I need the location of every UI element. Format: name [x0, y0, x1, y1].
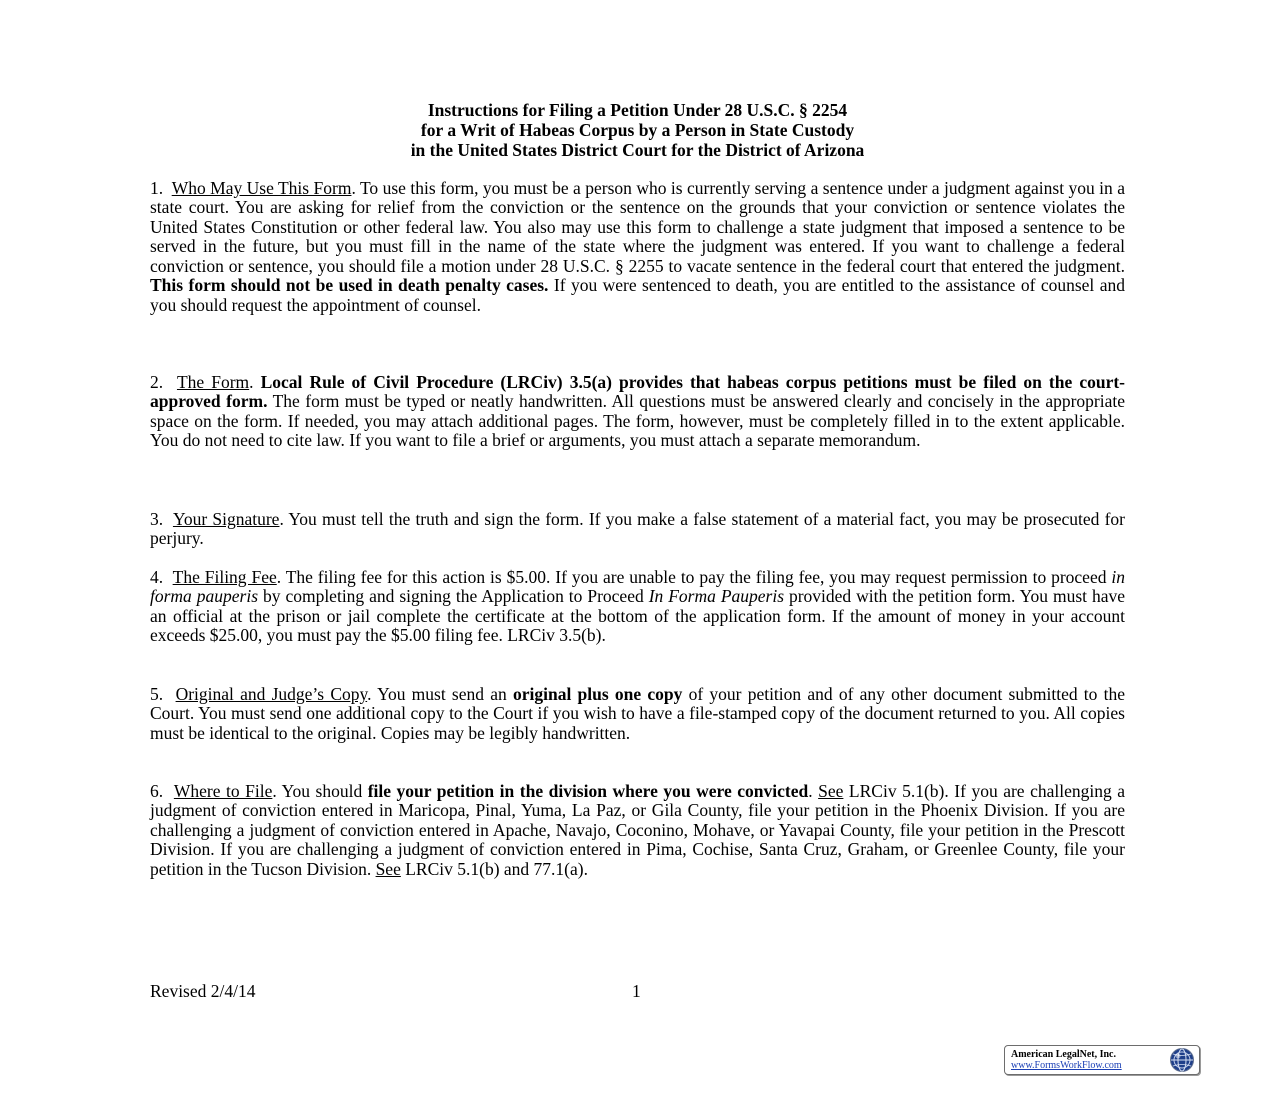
see-reference: See [818, 781, 844, 801]
section-filing-fee [150, 568, 1125, 646]
section-heading: Your Signature [172, 509, 280, 529]
section-text: . You must send an [367, 684, 513, 704]
section-number: 1. [150, 178, 164, 198]
section-italic: in forma pauperis [150, 567, 1126, 607]
title-line-2: for a Writ of Habeas Corpus by a Person in State Custody [420, 120, 855, 140]
section-text: . The filing fee for this action is $5.00. If you are unable to pay the filing fee, you may request permission to proceed [276, 567, 1112, 587]
section-number: 6. [150, 781, 164, 801]
section-emphasis: original plus one copy [512, 684, 683, 704]
page-number: 1 [632, 981, 641, 1001]
section-your-signature [150, 510, 1125, 549]
section-emphasis: Local Rule of Civil Procedure (LRCiv) 3.5(a) provides that habeas corpus petitions must be filed on the court-approved form. [150, 372, 1125, 412]
section-number: 3. [150, 509, 164, 529]
section-heading: Where to File [173, 781, 273, 801]
section-number: 4. [150, 567, 164, 587]
section-text: . You must tell the truth and sign the form. If you make a false statement of a material fact, you may be prosecuted for perjury. [150, 509, 1125, 549]
section-heading: Original and Judge’s Copy [175, 684, 368, 704]
section-number: 5. [150, 684, 164, 704]
document-title [150, 100, 1125, 160]
section-heading: The Filing Fee [172, 567, 277, 587]
section-text: If you were sentenced to death, you are entitled to the assistance of counsel and you should request the appointment of counsel. [150, 275, 1125, 315]
section-original-copy [150, 685, 1125, 743]
title-line-1: Instructions for Filing a Petition Under 28 U.S.C. § 2254 [427, 100, 848, 120]
see-reference: See [375, 858, 401, 879]
section-text: of your petition and of any other document submitted to the Court. You must send one additional copy to the Court if you wish to have a file-stamped copy of the document returned to you. All copies must be identical to the original. Copies may be legibly handwritten. [150, 684, 1126, 743]
title-line-3: in the United States District Court for the District of Arizona [410, 140, 865, 160]
logo-url-link[interactable]: www.FormsWorkFlow.com [1011, 1060, 1122, 1071]
section-text: The form must be typed or neatly handwritten. All questions must be answered clearly and concisely in the appropriate space on the form. If needed, you may attach additional pages. The form, however, must be completely filled in to the extent applicable. You do not need to cite law. If you want to file a brief or arguments, you must attach a separate memorandum. [150, 391, 1126, 451]
section-text: . [808, 781, 819, 801]
globe-icon [1169, 1047, 1195, 1073]
section-the-form [150, 373, 1125, 451]
section-emphasis: file your petition in the division where you were convicted [367, 781, 809, 801]
section-text: by completing and signing the Application to Proceed [258, 586, 649, 607]
section-heading: Who May Use This Form [171, 178, 352, 198]
section-emphasis: This form should not be used in death penalty cases. [150, 275, 549, 296]
section-text: . To use this form, you must be a person who is currently serving a sentence under a judgment against you in a state court. You are asking for relief from the conviction or the sentence on the grounds that your conviction or sentence violates the United States Constitution or other federal law. You also may use this form to challenge a state judgment that imposed a sentence to be served in the future, but you must fill in the name of the state where the judgment was entered. If you want to challenge a federal conviction or sentence, you should file a motion under 28 U.S.C. § 2255 to vacate sentence in the federal court that entered the judgment. [150, 178, 1126, 276]
section-number: 2. [150, 372, 164, 392]
publisher-logo[interactable] [1004, 1045, 1200, 1075]
section-text: provided with the petition form. You must have an official at the prison or jail complete the certificate at the bottom of the application form. If the amount of money in your account exceeds $25.00, you must pay the $5.00 filing fee. LRCiv 3.5(b). [150, 586, 1126, 646]
section-text: LRCiv 5.1(b). If you are challenging a judgment of conviction entered in Maricopa, Pinal, Yuma, La Paz, or Gila County, file your petition in the Phoenix Division. If you are challenging a judgment of conviction entered in Apache, Navajo, Coconino, Mohave, or Yavapai County, file your petition in the Prescott Division. If you are challenging a judgment of conviction entered in Pima, Cochise, Santa Cruz, Graham, or Greenlee County, file your petition in the Tucson Division. [150, 781, 1126, 879]
section-text: . You should [272, 781, 368, 801]
logo-company-name: American LegalNet, Inc. [1011, 1049, 1116, 1060]
section-who-may-use [150, 179, 1125, 315]
section-text: . [249, 372, 261, 392]
revision-date: Revised 2/4/14 [150, 981, 256, 1001]
section-heading: The Form [176, 372, 250, 392]
section-text: LRCiv 5.1(b) and 77.1(a). [400, 858, 588, 879]
section-where-to-file [150, 782, 1125, 879]
section-italic: In Forma Pauperis [648, 586, 785, 607]
